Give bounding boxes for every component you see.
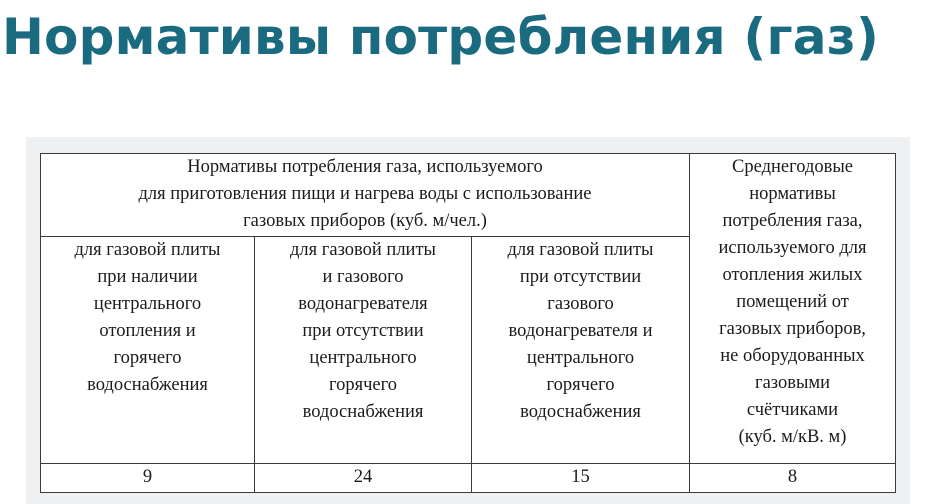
subheader-line: горячего [546,375,615,395]
subheader-line: горячего [328,375,398,395]
side-header-line: помещений от [736,292,849,312]
subheader-line: центрального [309,348,417,368]
value-cell: 9 [41,464,255,493]
consumption-norms-table [40,153,896,493]
side-header-line: газовых приборов, [719,319,866,339]
subheader-line: для газовой плиты [290,240,436,260]
side-header-line: (куб. м/кВ. м) [738,427,847,447]
table-values-row [41,464,896,493]
side-header-line: потребления газа, [722,211,863,231]
value-cell: 8 [690,464,896,493]
side-header-line: Среднегодовые [732,157,853,177]
subheader-line: водоснабжения [520,402,641,422]
subheader-line: горячего [113,348,182,368]
side-header-line: используемого для [718,238,867,258]
subheader-line: и газового [322,267,404,287]
subheader-line: для газовой плиты [74,240,221,260]
subheader-line: водонагревателя и [508,321,653,341]
page-title: Нормативы потребления (газ) [2,8,880,66]
side-header-line: счётчиками [746,400,839,420]
subheader-cell-no-water-heater [472,237,690,464]
subheader-line: водонагревателя [298,294,428,314]
subheader-cell-central-heating [41,237,255,464]
subheader-line: водоснабжения [87,375,208,395]
subheader-line: при отсутствии [519,267,642,287]
subheader-line: для газовой плиты [507,240,654,260]
table-image-frame [26,137,910,504]
side-header-line: отопления жилых [722,265,863,285]
value-cell: 24 [255,464,472,493]
value-cell: 15 [472,464,690,493]
subheader-line: отопления и [99,321,196,341]
table-header-row [41,154,896,237]
subheader-line: при наличии [97,267,198,287]
subheader-line: при отсутствии [302,321,424,341]
side-header-line: газовыми [754,373,831,393]
side-header-line: нормативы [749,184,836,204]
subheader-line: центрального [93,294,202,314]
side-header-line: не оборудованных [720,346,865,366]
subheader-line: газового [547,294,614,314]
subheader-line: центрального [526,348,635,368]
subheader-line: водоснабжения [302,402,424,422]
main-header-line: Нормативы потребления газа, используемого [187,157,543,177]
main-header-line: газовых приборов (куб. м/чел.) [243,211,487,231]
side-header-cell [690,154,896,464]
subheader-cell-with-water-heater [255,237,472,464]
main-header-line: для приготовления пищи и нагрева воды с использование [138,184,592,204]
main-header-cell [41,154,690,237]
